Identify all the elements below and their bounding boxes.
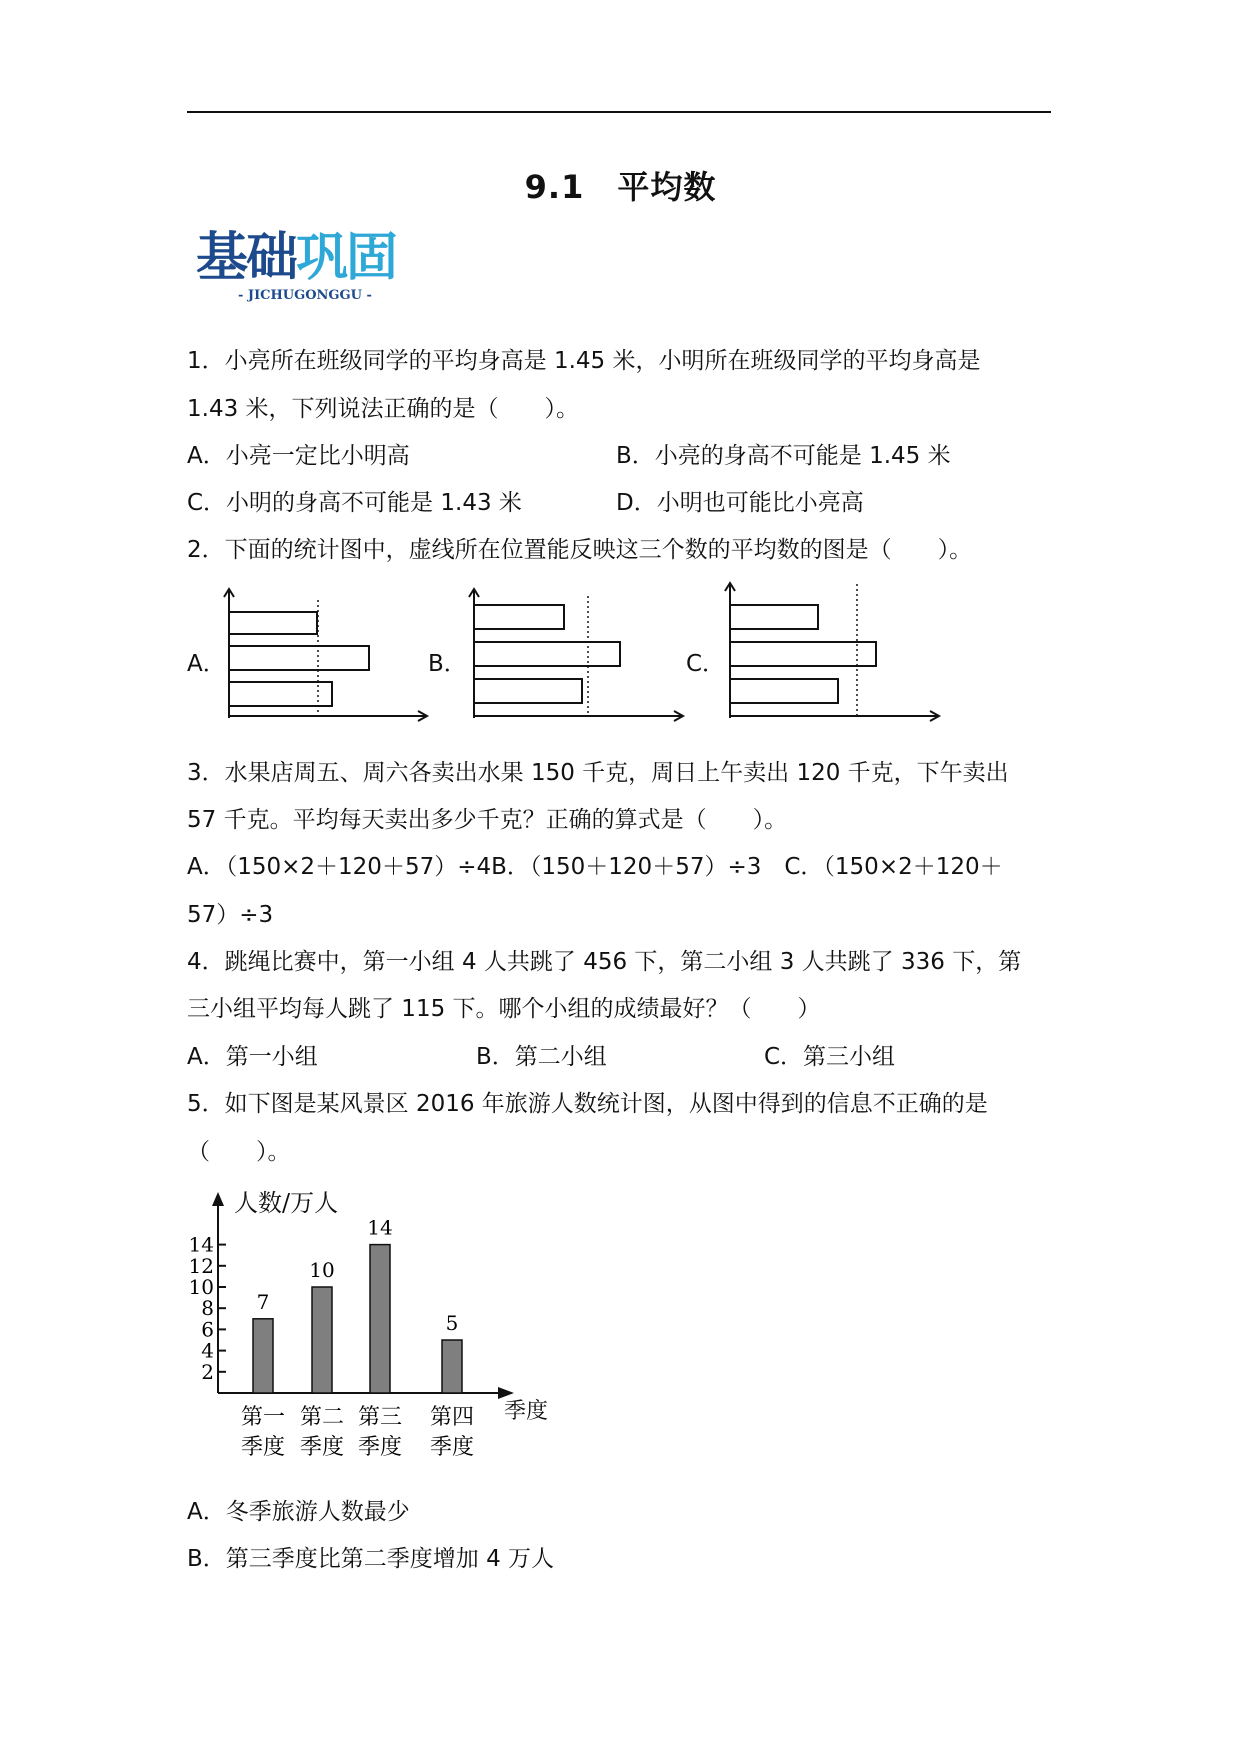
logo-text-part1: 基础 [196, 228, 297, 288]
q5-option-a: A．冬季旅游人数最少 [187, 1499, 410, 1525]
q5-category-label-2-1: 第二 [299, 1405, 345, 1430]
q5-category-label-1-2: 季度 [240, 1435, 286, 1460]
q4-option-b: B．第二小组 [476, 1044, 607, 1070]
q5-stem-line1: 5．如下图是某风景区 2016 年旅游人数统计图，从图中得到的信息不正确的是 [187, 1091, 988, 1117]
q5-y-arrow [212, 1192, 224, 1206]
q5-bar-1 [253, 1319, 273, 1393]
q5-y-tick-label-4: 4 [201, 1338, 214, 1363]
q5-category-label-3-2: 季度 [357, 1435, 403, 1460]
q5-y-tick-label-14: 14 [188, 1232, 214, 1257]
q5-y-tick-label-10: 10 [188, 1275, 214, 1299]
q3-options-line1: A．（150×2＋120＋57）÷4B．（150＋120＋57）÷3 C．（150×2＋120＋ [187, 854, 1003, 880]
q3-stem-line1: 3．水果店周五、周六各卖出水果 150 千克，周日上午卖出 120 千克，下午卖出 [187, 760, 1009, 786]
q5-category-label-4-1: 第四 [429, 1405, 475, 1430]
q3-options-line2: 57）÷3 [187, 902, 274, 928]
q5-bar-3 [370, 1245, 390, 1393]
q5-category-label-2-2: 季度 [299, 1435, 345, 1460]
q5-bar-4 [442, 1340, 462, 1393]
q1-stem-line1: 1．小亮所在班级同学的平均身高是 1.45 米，小明所在班级同学的平均身高是 [187, 348, 981, 374]
q2-label-b: B． [428, 651, 467, 677]
logo-subtitle: - JICHUGONGGU - [238, 288, 372, 303]
q5-y-tick-label-12: 12 [188, 1253, 214, 1278]
q5-y-tick-label-8: 8 [201, 1296, 214, 1321]
q5-category-label-3-1: 第三 [357, 1405, 403, 1430]
q5-y-axis-label: 人数/万人 [234, 1189, 339, 1217]
q5-bar-value-label-4: 5 [445, 1311, 459, 1335]
q5-option-b: B．第三季度比第二季度增加 4 万人 [187, 1546, 555, 1572]
q4-option-a: A．第一小组 [187, 1044, 318, 1070]
q3-stem-line2: 57 千克。平均每天卖出多少千克？正确的算式是（ ）。 [187, 807, 788, 833]
logo-text-part2: 巩固 [296, 228, 397, 288]
q5-bar-value-label-3: 14 [367, 1215, 393, 1240]
q5-stem-line2: （ ）。 [187, 1139, 291, 1165]
q1-option-d: D．小明也可能比小亮高 [616, 490, 864, 516]
q5-bar-value-label-2: 10 [309, 1258, 335, 1282]
q5-bar-2 [312, 1287, 332, 1393]
q4-stem-line1: 4．跳绳比赛中，第一小组 4 人共跳了 456 下，第二小组 3 人共跳了 336 下，第 [187, 949, 1022, 975]
q2-label-a: A． [187, 651, 226, 677]
q5-y-tick-label-2: 2 [201, 1359, 214, 1384]
q5-x-arrow [498, 1387, 514, 1399]
q5-category-label-1-1: 第一 [240, 1405, 286, 1430]
q5-category-label-4-2: 季度 [429, 1435, 475, 1460]
q1-stem-line2: 1.43 米，下列说法正确的是（ ）。 [187, 396, 580, 422]
q5-x-axis-label: 季度 [504, 1399, 549, 1424]
q5-bar-value-label-1: 7 [256, 1289, 270, 1314]
page-title: 9.1 平均数 [524, 168, 717, 206]
q5-y-tick-label-6: 6 [201, 1317, 214, 1342]
q1-option-b: B．小亮的身高不可能是 1.45 米 [616, 443, 951, 469]
q1-option-c: C．小明的身高不可能是 1.43 米 [187, 490, 522, 516]
q4-stem-line2: 三小组平均每人跳了 115 下。哪个小组的成绩最好？（ ） [187, 996, 821, 1022]
q4-option-c: C．第三小组 [764, 1044, 896, 1070]
q1-option-a: A．小亮一定比小明高 [187, 443, 410, 469]
q2-stem: 2．下面的统计图中，虚线所在位置能反映这三个数的平均数的图是（ ）。 [187, 537, 973, 563]
q2-label-c: C． [686, 651, 726, 677]
